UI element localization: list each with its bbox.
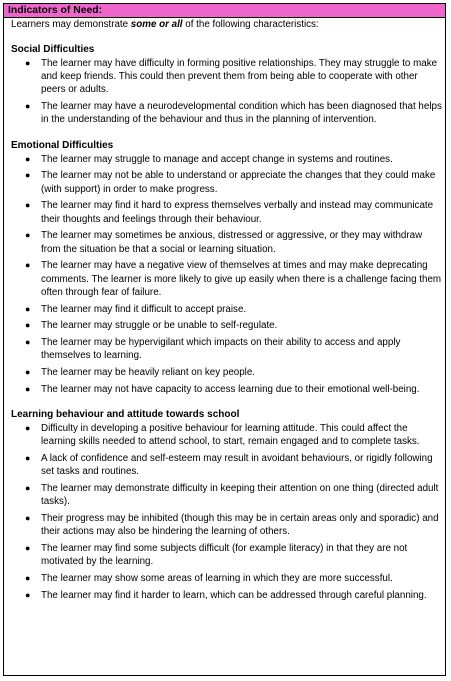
- list-item: [4, 383, 445, 396]
- list-item: [4, 482, 445, 508]
- list-item: [4, 259, 445, 299]
- bullet-list: [4, 57, 445, 127]
- list-item-text: A lack of confidence and self-esteem may result in avoidant behaviours, or rigidly following set tasks and routines.: [41, 453, 433, 478]
- intro-text: [4, 18, 445, 31]
- list-item-text: The learner may find it harder to learn, which can be addressed through careful planning.: [41, 590, 427, 601]
- list-item: [4, 153, 445, 166]
- bullet-icon: ●: [25, 423, 31, 434]
- sections-container: [4, 44, 445, 602]
- header-bar: [4, 4, 445, 18]
- document-frame: [3, 3, 446, 676]
- bullet-icon: ●: [25, 303, 31, 314]
- bullet-icon: ●: [25, 367, 31, 378]
- list-item: [4, 452, 445, 478]
- list-item-text: The learner may sometimes be anxious, distressed or aggressive, or they may withdraw from the situation be that a social or learning situation.: [41, 230, 423, 255]
- list-item: [4, 57, 445, 97]
- bullet-icon: ●: [25, 230, 31, 241]
- list-item-text: Difficulty in developing a positive behaviour for learning attitude. This could affect the learning skills needed to attend school, to start, remain engaged and to complete tasks.: [41, 423, 420, 448]
- section: [4, 409, 445, 602]
- list-item: [4, 542, 445, 568]
- list-item-text: The learner may show some areas of learning in which they are more successful.: [41, 573, 393, 585]
- list-item: [4, 422, 445, 448]
- list-item: [4, 336, 445, 362]
- bullet-icon: ●: [25, 337, 31, 348]
- list-item: [4, 319, 445, 332]
- intro-after: of the following characteristics:: [182, 19, 319, 30]
- bullet-icon: ●: [25, 590, 31, 600]
- list-item-text: The learner may demonstrate difficulty in keeping their attention on one thing (directed adult tasks).: [41, 483, 439, 508]
- intro-before: Learners may demonstrate: [11, 19, 131, 30]
- section-title: Emotional Difficulties: [11, 139, 114, 151]
- list-item-text: Their progress may be inhibited (though this may be in certain areas only and sporadic) and their actions may also be hindering the learning of others.: [41, 513, 439, 538]
- section-title: Learning behaviour and attitude towards school: [11, 409, 240, 421]
- header-title: Indicators of Need:: [8, 5, 103, 16]
- list-item-text: The learner may have a neurodevelopmental condition which has been diagnosed that helps in the understanding of the behaviour and thus in the planning of intervention.: [41, 101, 442, 126]
- bullet-icon: ●: [25, 320, 31, 331]
- list-item-text: The learner may struggle or be unable to self-regulate.: [41, 320, 278, 332]
- bullet-icon: ●: [25, 384, 31, 394]
- list-item: [4, 366, 445, 379]
- bullet-icon: ●: [25, 200, 31, 211]
- list-item: [4, 589, 445, 602]
- bullet-icon: ●: [25, 170, 31, 181]
- list-item-text: The learner may struggle to manage and accept change in systems and routines.: [41, 153, 393, 165]
- section: [4, 44, 445, 127]
- bullet-icon: ●: [25, 573, 31, 584]
- bullet-icon: ●: [25, 260, 31, 271]
- bullet-list: [4, 422, 445, 602]
- list-item: [4, 229, 445, 255]
- list-item-text: The learner may be heavily reliant on key people.: [41, 367, 256, 379]
- intro-emphasis: some or all: [130, 19, 183, 30]
- list-item: [4, 199, 445, 225]
- list-item-text: The learner may have difficulty in forming positive relationships. They may struggle to make and keep friends. This could then prevent them from being able to cooperate with other peers or adults.: [41, 58, 438, 96]
- list-item: [4, 303, 445, 316]
- list-item-text: The learner may not be able to understand or appreciate the changes that they could make (with support) in order to make progress.: [41, 170, 436, 195]
- bullet-icon: ●: [25, 513, 31, 524]
- bullet-icon: ●: [25, 453, 31, 464]
- list-item: [4, 100, 445, 126]
- list-item: [4, 169, 445, 195]
- list-item-text: The learner may find some subjects difficult (for example literacy) in that they are not motivated by the learning.: [41, 543, 408, 568]
- section: [4, 140, 445, 397]
- bullet-list: [4, 153, 445, 397]
- list-item: [4, 572, 445, 585]
- bullet-icon: ●: [25, 153, 31, 164]
- list-item-text: The learner may find it difficult to accept praise.: [41, 303, 247, 315]
- list-item-text: The learner may not have capacity to access learning due to their emotional well-being.: [41, 384, 420, 395]
- bullet-icon: ●: [25, 543, 31, 554]
- bullet-icon: ●: [25, 58, 31, 68]
- bullet-icon: ●: [25, 101, 31, 112]
- list-item-text: The learner may have a negative view of themselves at times and may make deprecating comments. The learner is more likely to give up easily when there is a challenge facing them often through fear of failure.: [41, 260, 442, 298]
- section-title: Social Difficulties: [11, 44, 95, 55]
- list-item-text: The learner may be hypervigilant which impacts on their ability to access and apply themselves to learning.: [41, 337, 401, 362]
- bullet-icon: ●: [25, 483, 31, 494]
- list-item-text: The learner may find it hard to express themselves verbally and instead may communicate their thoughts and feelings through their behaviour.: [41, 200, 434, 225]
- list-item: [4, 512, 445, 538]
